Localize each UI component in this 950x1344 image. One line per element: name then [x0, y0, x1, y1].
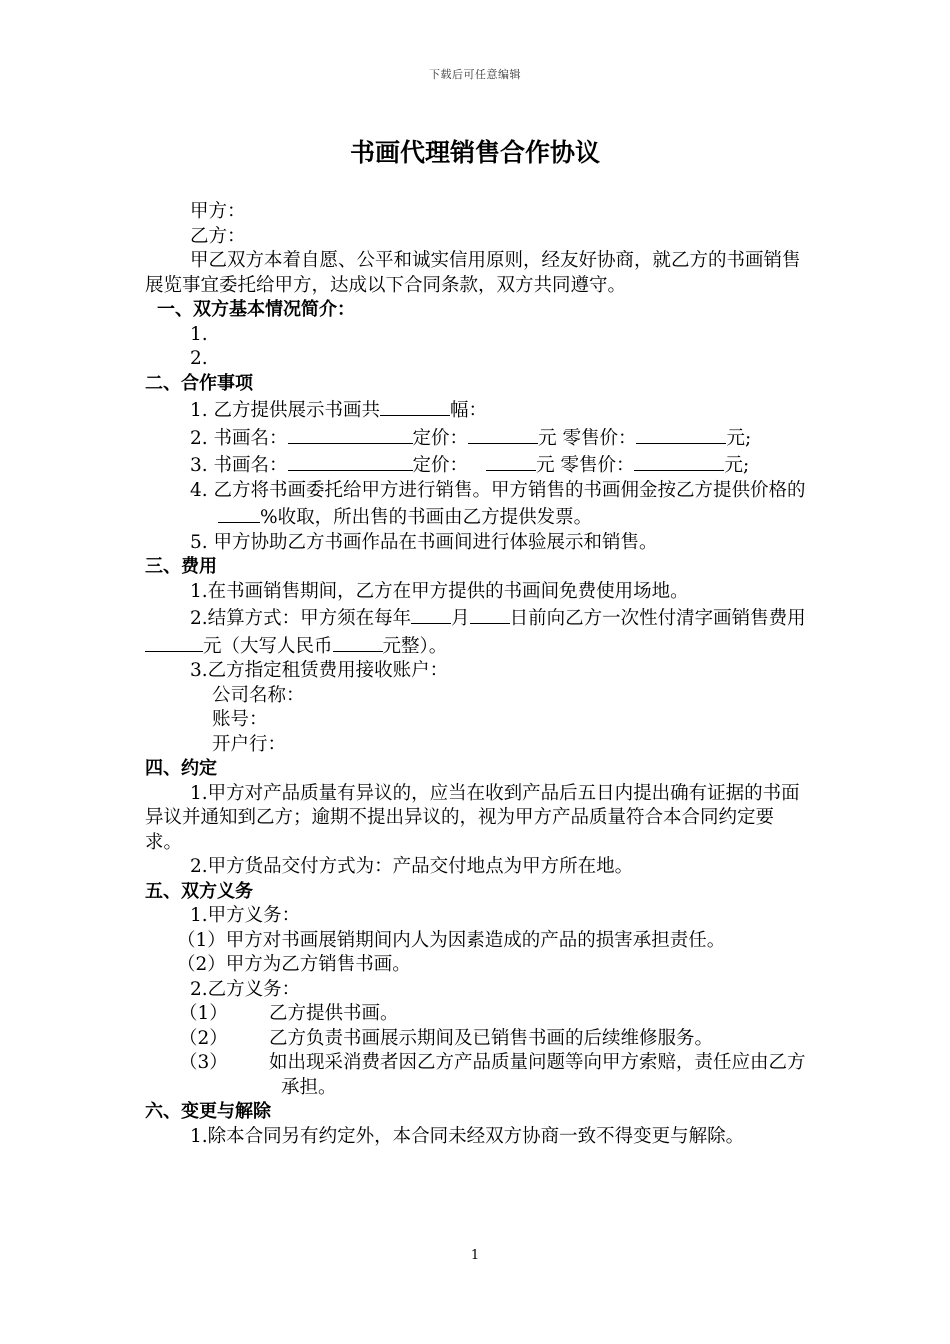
duty-text: 甲方为乙方销售书画。	[225, 954, 411, 975]
text: 2. 书画名：	[190, 427, 288, 449]
text: 日前向乙方一次性付清字画销售费用	[509, 608, 806, 629]
section-5-heading: 五、双方义务	[145, 880, 253, 902]
document-body	[145, 200, 807, 1149]
party-b-duty-3	[145, 1051, 807, 1100]
section-3-item-1: 1.在书画销售期间，乙方在甲方提供的书画间免费使用场地。	[190, 580, 689, 602]
duty-number: （3）	[179, 1052, 228, 1073]
section-2-item-5: 5. 甲方协助乙方书画作品在书画间进行体验展示和销售。	[190, 531, 658, 553]
blank-line	[380, 396, 450, 416]
text: 4. 乙方将书画委托给甲方进行销售。甲方销售的书画佣金按乙方提供价格的	[190, 479, 806, 501]
header-note: 下载后可任意编辑	[429, 68, 521, 81]
section-2-item-4	[145, 479, 807, 531]
page-number: 1	[470, 1248, 480, 1263]
text: 3. 书画名：	[190, 455, 288, 476]
section-2-item-1	[145, 396, 807, 424]
text: %收取，所出售的书画由乙方提供发票。	[260, 507, 593, 528]
duty-text: 甲方对书画展销期间内人为因素造成的产品的损害承担责任。	[225, 929, 726, 951]
blank-line	[333, 632, 383, 652]
section-4-item-2: 2.甲方货品交付方式为：产品交付地点为甲方所在地。	[190, 856, 634, 877]
text: 幅：	[450, 400, 488, 421]
text: 元 零售价：	[538, 427, 637, 449]
text: 1. 乙方提供展示书画共	[190, 400, 381, 421]
party-b-duty-1	[145, 1002, 807, 1027]
account-bank: 开户行：	[212, 733, 287, 755]
section-3-heading: 三、费用	[145, 556, 217, 577]
blank-line	[470, 604, 510, 624]
blank-line	[486, 451, 536, 471]
section-1-item-1: 1.	[190, 323, 208, 345]
section-2-heading: 二、合作事项	[145, 372, 253, 394]
blank-line	[145, 632, 203, 652]
text: 月	[451, 608, 470, 629]
section-1-heading: 一、双方基本情况简介：	[157, 299, 355, 320]
account-number: 账号：	[212, 709, 268, 730]
blank-line	[288, 424, 413, 444]
text: 元;	[726, 427, 752, 449]
blank-line	[218, 503, 260, 523]
preamble: 甲乙双方本着自愿、公平和诚实信用原则，经友好协商，就乙方的书画销售展览事宜委托给甲方，达成以下合同条款，双方共同遵守。	[145, 250, 801, 296]
blank-line	[411, 604, 451, 624]
text: 定价：	[412, 427, 469, 449]
section-2-item-3	[145, 451, 807, 479]
duty-text: 乙方提供书画。	[269, 1003, 399, 1024]
text: 元;	[724, 455, 750, 476]
section-3-item-3: 3.乙方指定租赁费用接收账户：	[190, 660, 449, 681]
duty-number: （1）	[177, 929, 226, 951]
section-6-item-1: 1.除本合同另有约定外，本合同未经双方协商一致不得变更与解除。	[190, 1125, 745, 1147]
duty-number: （2）	[177, 954, 226, 975]
party-a-duty-1	[145, 929, 807, 954]
section-2-item-2	[145, 424, 807, 452]
section-1-item-2: 2.	[190, 348, 208, 369]
duty-number: （1）	[179, 1003, 228, 1024]
blank-line	[634, 451, 724, 471]
blank-line	[468, 424, 538, 444]
account-company-name: 公司名称：	[212, 684, 305, 706]
document-title: 书画代理销售合作协议	[349, 138, 600, 167]
party-b-duties-title: 2.乙方义务：	[190, 978, 301, 1000]
text: 定价：	[412, 455, 469, 476]
section-4-item-1: 1.甲方对产品质量有异议的，应当在收到产品后五日内提出确有证据的书面异议并通知到乙方；逾期不提出异议的，视为甲方产品质量符合本合同约定要求。	[145, 782, 800, 853]
section-6-heading: 六、变更与解除	[145, 1101, 271, 1122]
blank-line	[288, 451, 413, 471]
party-a-line: 甲方：	[190, 201, 246, 222]
duty-text: 乙方负责书画展示期间及已销售书画的后续维修服务。	[269, 1027, 714, 1049]
party-b-duty-2	[145, 1027, 807, 1052]
section-4-heading: 四、约定	[145, 758, 217, 779]
duty-number: （2）	[179, 1027, 228, 1049]
party-a-duty-2	[145, 953, 807, 978]
party-a-duties-title: 1.甲方义务：	[190, 905, 301, 926]
blank-line	[636, 424, 726, 444]
duty-text: 如出现采消费者因乙方产品质量问题等向甲方索赔，责任应由乙方承担。	[269, 1052, 806, 1098]
party-b-line: 乙方：	[190, 225, 246, 247]
text: 2.结算方式：甲方须在每年	[190, 608, 412, 629]
text: 元 零售价：	[536, 455, 635, 476]
section-3-item-2	[145, 604, 807, 659]
text: 元整）。	[382, 635, 448, 657]
text: 元（大写人民币	[203, 635, 333, 657]
